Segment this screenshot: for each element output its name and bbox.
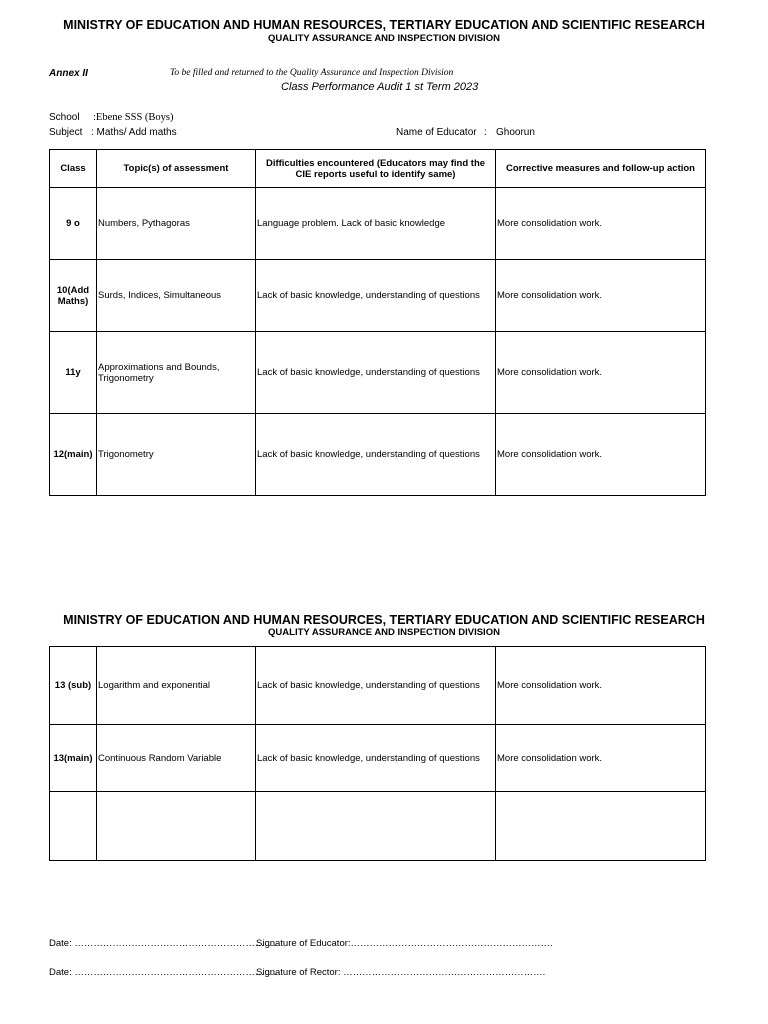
topics-cell: Continuous Random Variable xyxy=(97,725,256,792)
topics-cell: Approximations and Bounds, Trigonometry xyxy=(97,332,256,414)
measures-cell: More consolidation work. xyxy=(496,332,706,414)
educator-colon: : xyxy=(484,127,487,138)
topics-cell: Trigonometry xyxy=(97,414,256,496)
class-cell: 9 o xyxy=(50,188,97,260)
audit-table-2 xyxy=(49,646,706,861)
subject-label: Subject xyxy=(49,127,83,138)
table-row xyxy=(50,332,706,414)
difficulties-cell xyxy=(256,792,496,861)
table-row xyxy=(50,188,706,260)
topics-cell: Surds, Indices, Simultaneous xyxy=(97,260,256,332)
measures-cell: More consolidation work. xyxy=(496,647,706,725)
table-row xyxy=(50,792,706,861)
subject-value: : Maths/ Add maths xyxy=(91,127,177,138)
audit-title: Class Performance Audit 1 st Term 2023 xyxy=(281,81,479,93)
difficulties-cell: Lack of basic knowledge, understanding of questions xyxy=(256,725,496,792)
date-line-2: Date: ………………………………………………………. xyxy=(49,967,277,978)
class-cell: 13 (sub) xyxy=(50,647,97,725)
educator-value: Ghoorun xyxy=(496,127,535,138)
ministry-title: MINISTRY OF EDUCATION AND HUMAN RESOURCES, TERTIARY EDUCATION AND SCIENTIFIC RESEARCH xyxy=(63,18,705,32)
topics-cell xyxy=(97,792,256,861)
difficulties-cell: Lack of basic knowledge, understanding of questions xyxy=(256,414,496,496)
topics-cell: Numbers, Pythagoras xyxy=(97,188,256,260)
class-cell: 10(Add Maths) xyxy=(50,260,97,332)
signature-rector-line: Signature of Rector: ………………………………………………………. xyxy=(256,967,546,978)
school-value: :Ebene SSS (Boys) xyxy=(93,112,174,123)
educator-label: Name of Educator xyxy=(396,127,477,138)
table-row xyxy=(50,647,706,725)
measures-cell xyxy=(496,792,706,861)
class-cell: 13(main) xyxy=(50,725,97,792)
signature-educator-line: Signature of Educator:………………………………………………………. xyxy=(256,938,553,949)
instruction-text: To be filled and returned to the Quality Assurance and Inspection Division xyxy=(170,68,454,78)
table-row xyxy=(50,725,706,792)
header-measures: Corrective measures and follow-up action xyxy=(496,150,706,188)
difficulties-cell: Lack of basic knowledge, understanding of questions xyxy=(256,260,496,332)
division-title: QUALITY ASSURANCE AND INSPECTION DIVISION xyxy=(268,33,500,44)
table-row xyxy=(50,414,706,496)
audit-table-1 xyxy=(49,149,706,496)
measures-cell: More consolidation work. xyxy=(496,725,706,792)
class-cell: 11y xyxy=(50,332,97,414)
difficulties-cell: Lack of basic knowledge, understanding of questions xyxy=(256,647,496,725)
table-header-row xyxy=(50,150,706,188)
header-topics: Topic(s) of assessment xyxy=(97,150,256,188)
ministry-title-2: MINISTRY OF EDUCATION AND HUMAN RESOURCES, TERTIARY EDUCATION AND SCIENTIFIC RESEARCH xyxy=(63,613,705,627)
header-difficulties: Difficulties encountered (Educators may find the CIE reports useful to identify same) xyxy=(256,150,496,188)
header-class: Class xyxy=(50,150,97,188)
class-cell xyxy=(50,792,97,861)
class-cell: 12(main) xyxy=(50,414,97,496)
measures-cell: More consolidation work. xyxy=(496,188,706,260)
date-line-1: Date: ………………………………………………………. xyxy=(49,938,277,949)
measures-cell: More consolidation work. xyxy=(496,260,706,332)
table-row xyxy=(50,260,706,332)
difficulties-cell: Language problem. Lack of basic knowledge xyxy=(256,188,496,260)
division-title-2: QUALITY ASSURANCE AND INSPECTION DIVISION xyxy=(268,627,500,638)
measures-cell: More consolidation work. xyxy=(496,414,706,496)
annex-label: Annex II xyxy=(49,68,88,79)
difficulties-cell: Lack of basic knowledge, understanding of questions xyxy=(256,332,496,414)
topics-cell: Logarithm and exponential xyxy=(97,647,256,725)
school-label: School xyxy=(49,112,80,123)
